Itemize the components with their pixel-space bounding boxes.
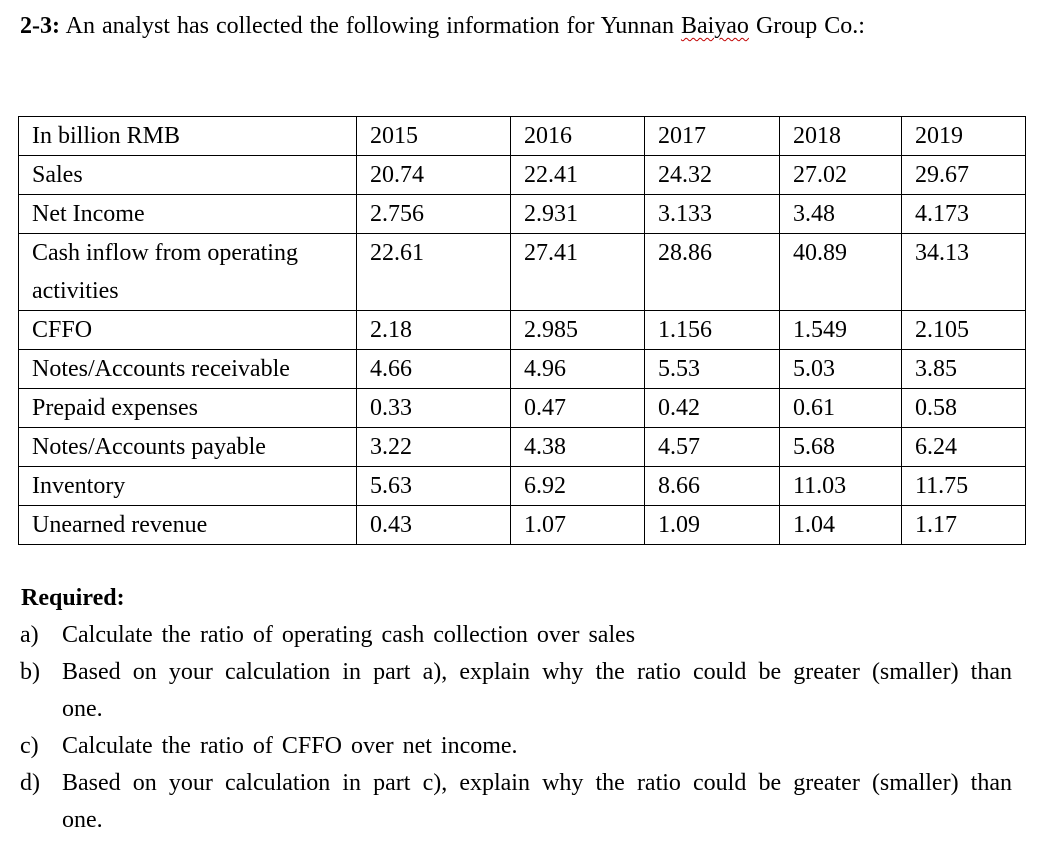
row-label: Prepaid expenses xyxy=(19,389,357,428)
table-cell: 5.03 xyxy=(780,350,902,389)
row-label: Net Income xyxy=(19,195,357,234)
table-row xyxy=(19,428,1026,467)
row-label: Cash inflow from operating activities xyxy=(19,234,357,311)
table-cell: 0.58 xyxy=(902,389,1026,428)
problem-number: 2-3: xyxy=(20,13,60,39)
table-cell: 1.09 xyxy=(645,506,780,545)
table-cell: 3.48 xyxy=(780,195,902,234)
row-label: Inventory xyxy=(19,467,357,506)
row-label: Notes/Accounts receivable xyxy=(19,350,357,389)
question-item xyxy=(20,617,1012,654)
table-row xyxy=(19,156,1026,195)
row-label: Notes/Accounts payable xyxy=(19,428,357,467)
table-cell: 24.32 xyxy=(645,156,780,195)
table-cell: 5.68 xyxy=(780,428,902,467)
question-label: b) xyxy=(20,659,40,685)
table-row xyxy=(19,195,1026,234)
question-item xyxy=(20,728,1012,765)
table-cell: 1.07 xyxy=(511,506,645,545)
table-cell: 11.03 xyxy=(780,467,902,506)
table-row xyxy=(19,389,1026,428)
table-row xyxy=(19,350,1026,389)
financial-data-table xyxy=(18,116,1026,545)
question-label: d) xyxy=(20,770,40,796)
table-cell: 2.18 xyxy=(357,311,511,350)
table-cell: 1.549 xyxy=(780,311,902,350)
table-cell: 4.96 xyxy=(511,350,645,389)
table-cell: 5.63 xyxy=(357,467,511,506)
question-item xyxy=(20,765,1012,839)
table-row xyxy=(19,506,1026,545)
table-cell: 22.61 xyxy=(357,234,511,311)
table-cell: 2.105 xyxy=(902,311,1026,350)
table-cell: 0.33 xyxy=(357,389,511,428)
header-cell: In billion RMB xyxy=(19,117,357,156)
question-text: Based on your calculation in part a), explain why the ratio could be greater (smaller) than one. xyxy=(62,659,1012,722)
header-cell: 2018 xyxy=(780,117,902,156)
table-row xyxy=(19,234,1026,311)
required-heading: Required: xyxy=(21,585,125,611)
question-text: Calculate the ratio of operating cash collection over sales xyxy=(62,622,636,648)
table-cell: 20.74 xyxy=(357,156,511,195)
question-text: Calculate the ratio of CFFO over net income. xyxy=(62,733,518,759)
required-section xyxy=(20,580,1012,839)
table-cell: 3.22 xyxy=(357,428,511,467)
table-cell: 40.89 xyxy=(780,234,902,311)
question-label: a) xyxy=(20,622,39,648)
table-cell: 27.41 xyxy=(511,234,645,311)
header-cell: 2016 xyxy=(511,117,645,156)
table-cell: 11.75 xyxy=(902,467,1026,506)
table-cell: 0.61 xyxy=(780,389,902,428)
header-cell: 2019 xyxy=(902,117,1026,156)
problem-statement xyxy=(20,8,1010,45)
table-cell: 2.985 xyxy=(511,311,645,350)
table-cell: 6.24 xyxy=(902,428,1026,467)
table-cell: 3.133 xyxy=(645,195,780,234)
table-cell: 27.02 xyxy=(780,156,902,195)
table-cell: 1.04 xyxy=(780,506,902,545)
table-cell: 28.86 xyxy=(645,234,780,311)
table-header-row xyxy=(19,117,1026,156)
table-cell: 4.173 xyxy=(902,195,1026,234)
table-cell: 4.38 xyxy=(511,428,645,467)
table-cell: 22.41 xyxy=(511,156,645,195)
spellcheck-flagged-word: Baiyao xyxy=(680,13,749,39)
table-cell: 2.756 xyxy=(357,195,511,234)
table-row xyxy=(19,311,1026,350)
question-label: c) xyxy=(20,733,39,759)
table-cell: 3.85 xyxy=(902,350,1026,389)
problem-text-after: Group Co.: xyxy=(748,13,865,39)
table-cell: 4.66 xyxy=(357,350,511,389)
table-cell: 6.92 xyxy=(511,467,645,506)
row-label: Unearned revenue xyxy=(19,506,357,545)
problem-text-before: An analyst has collected the following information for Yunnan xyxy=(59,13,681,39)
table-cell: 29.67 xyxy=(902,156,1026,195)
table-cell: 4.57 xyxy=(645,428,780,467)
table-cell: 1.156 xyxy=(645,311,780,350)
table-cell: 34.13 xyxy=(902,234,1026,311)
table-cell: 5.53 xyxy=(645,350,780,389)
question-item xyxy=(20,654,1012,728)
question-text: Based on your calculation in part c), explain why the ratio could be greater (smaller) than one. xyxy=(62,770,1012,833)
table-cell: 0.43 xyxy=(357,506,511,545)
table-cell: 8.66 xyxy=(645,467,780,506)
table-cell: 0.42 xyxy=(645,389,780,428)
header-cell: 2015 xyxy=(357,117,511,156)
row-label: CFFO xyxy=(19,311,357,350)
table-cell: 2.931 xyxy=(511,195,645,234)
header-cell: 2017 xyxy=(645,117,780,156)
row-label: Sales xyxy=(19,156,357,195)
table-row xyxy=(19,467,1026,506)
table-cell: 1.17 xyxy=(902,506,1026,545)
table-cell: 0.47 xyxy=(511,389,645,428)
